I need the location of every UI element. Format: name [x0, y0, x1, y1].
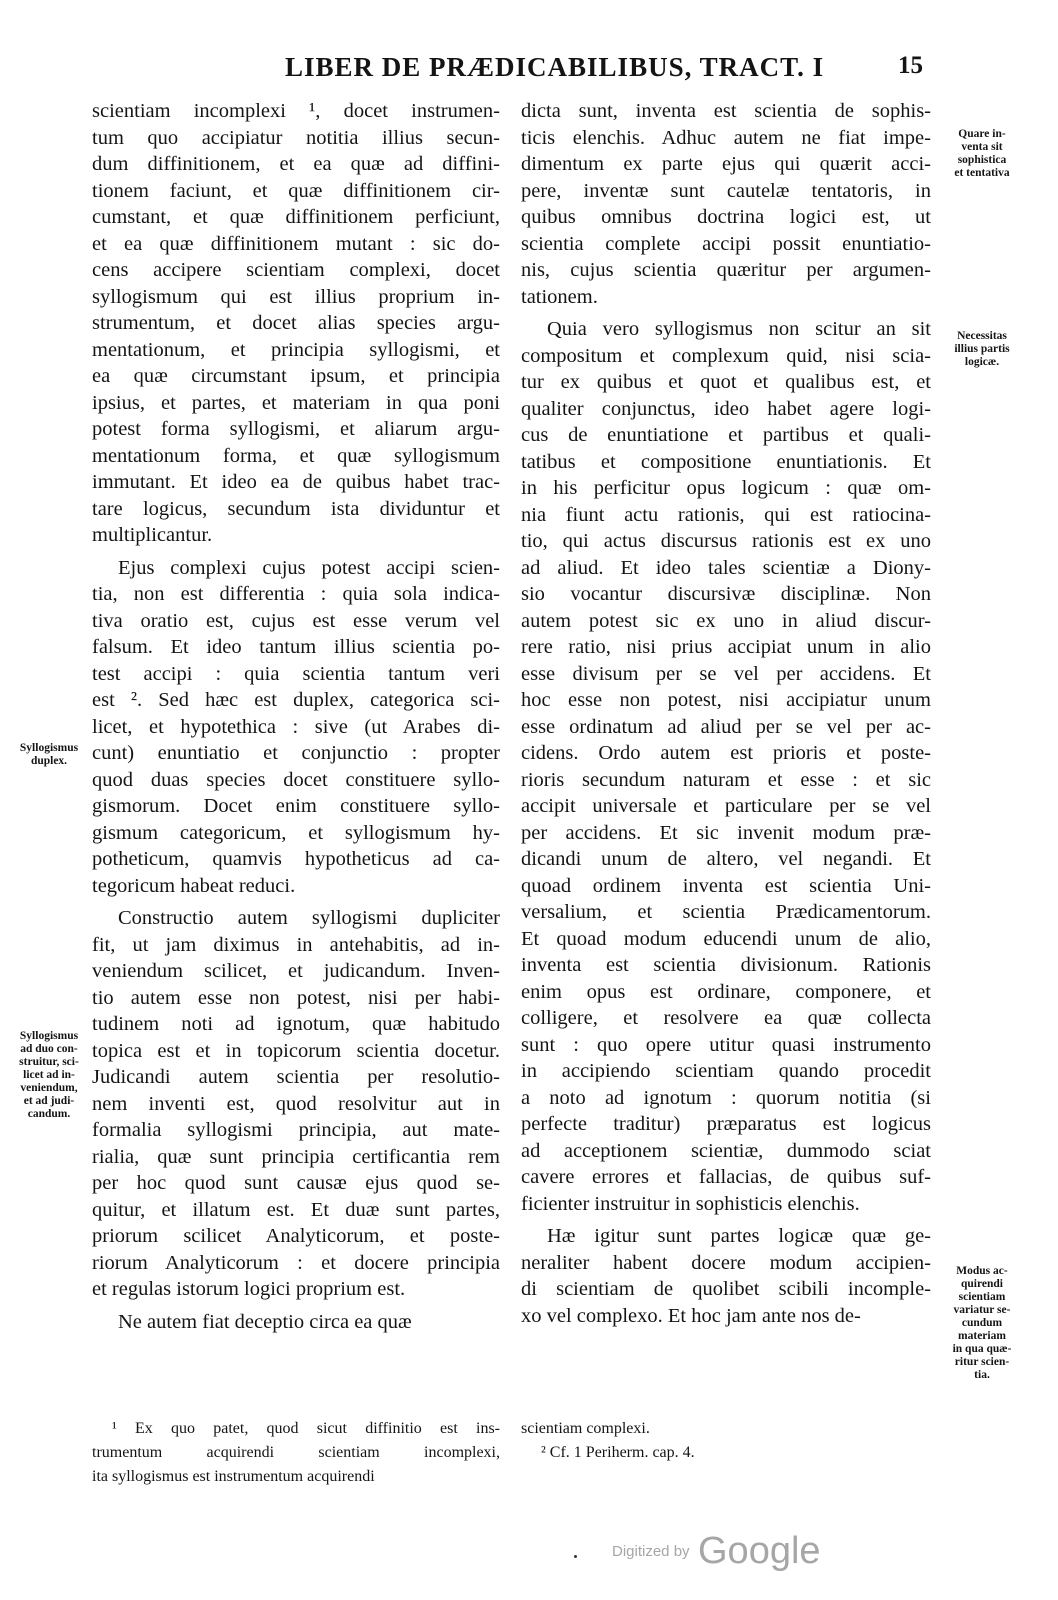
text-line: ticis elenchis. Adhuc autem ne fiat impe- [521, 126, 931, 149]
paragraph [521, 98, 931, 310]
text-line: Et quoad modum educendi unum de alio, [521, 927, 931, 950]
text-line: cunt) enuntiatio et conjunctio : propter [92, 742, 500, 764]
text-line: tur ex quibus et quot et qualibus est, et [521, 371, 931, 393]
text-line: tia, non est differentia : quia sola indica- [92, 583, 500, 605]
text-line: dicta sunt, inventa est scientia de sophis- [521, 100, 931, 122]
text-line: ea quæ circumstant ipsum, et principia [92, 365, 500, 387]
text-line: potheticum, quamvis hypotheticus ad ca- [92, 848, 500, 870]
watermark-brand: Google [698, 1530, 821, 1572]
text-line: tudinem noti ad ignotum, quæ habitudo [92, 1013, 500, 1035]
text-line: et ea quæ diffinitionem mutant : sic do- [92, 232, 500, 255]
text-line: Constructio autem syllogismi dupliciter [118, 907, 500, 929]
text-line: sunt : quo opere utitur quasi instrumento [521, 1033, 931, 1056]
text-line: autem potest sic ex uno in aliud discur- [521, 609, 931, 632]
text-line: neraliter habent docere modum accipien- [521, 1251, 931, 1274]
text-line: formalia syllogismi principia, aut mate- [92, 1119, 500, 1141]
footnote-line: scientiam complexi. [521, 1420, 650, 1437]
text-line: ad aliud. Et ideo tales scientiæ a Diony- [521, 556, 931, 579]
footnotes-left [92, 1417, 500, 1489]
text-line: est ². Sed hæc est duplex, categorica sci- [92, 689, 500, 711]
text-line: quitur, et illatum est. Et duæ sunt partes, [92, 1198, 500, 1221]
text-line: nem inventi est, quod resolvitur aut in [92, 1092, 500, 1115]
text-line: pere, inventæ sunt cautelæ tentatoris, in [521, 179, 931, 202]
text-line: dicandi unum de altero, vel negandi. Et [521, 848, 931, 870]
text-line: cens accipere scientiam complexi, docet [92, 259, 500, 281]
page-header [0, 52, 1058, 88]
text-line: perfecte traditur) præparatus est logicus [521, 1113, 931, 1135]
text-line: topica est et in topicorum scientia docetur. [92, 1039, 500, 1062]
paragraph [92, 1309, 500, 1336]
text-line: in his perficitur opus logicum : quæ om- [521, 477, 931, 499]
text-line: tare logicus, secundum ista dividuntur et [92, 497, 500, 520]
text-line: ipsius, et partes, et materiam in qua poni [92, 391, 500, 414]
google-watermark [612, 1530, 821, 1573]
text-line: cus de enuntiatione et partibus et quali- [521, 424, 931, 446]
paragraph [92, 905, 500, 1303]
text-line: enim opus est ordinare, componere, et [521, 980, 931, 1003]
text-line: esse ordinatum ad aliud per se vel per ac- [521, 715, 931, 738]
text-line: versalium, et scientia Prædicamentorum. [521, 901, 931, 923]
running-title: LIBER DE PRÆDICABILIBUS, TRACT. I [285, 52, 825, 82]
page-number: 15 [898, 52, 923, 79]
margin-note-syllogismus-ad-duo: Syllogismus ad duo con- struitur, sci- licet ad in- veniendum, et ad judi- candum. [19, 1030, 79, 1120]
text-line: tegoricum habeat reduci. [92, 874, 296, 897]
text-line: dum diffinitionem, et ea quæ ad diffini- [92, 153, 500, 175]
text-line: tio, qui actus discursus rationis est ex uno [521, 530, 931, 552]
text-line: gismorum. Docet enim constituere syllo- [92, 795, 500, 817]
paragraph [92, 98, 500, 549]
paragraph [92, 555, 500, 900]
margin-note-modus-acquirendi: Modus ac- quirendi scientiam variatur se- cundum materiam in qua quæ- ritur scien- tia. [952, 1265, 1012, 1381]
text-line: strumentum, et docet alias species argu- [92, 312, 500, 334]
text-line: multiplicantur. [92, 524, 213, 546]
text-line: Quia vero syllogismus non scitur an sit [547, 318, 931, 340]
paragraph [521, 316, 931, 1217]
text-line: syllogismum qui est illius proprium in- [92, 285, 500, 308]
margin-note-quare-inventa: Quare in- venta sit sophistica et tentativa [954, 128, 1010, 179]
text-line: licet, et hypotethica : sive (ut Arabes di- [92, 715, 500, 738]
text-line: esse divisum per se vel per accidens. Et [521, 662, 931, 685]
footnote-line: ita syllogismus est instrumentum acquirendi [92, 1468, 375, 1485]
text-line: gismum categoricum, et syllogismum hy- [92, 821, 500, 844]
text-line: cavere errores et fallacias, de quibus suf- [521, 1166, 931, 1188]
text-line: quod duas species docet constituere syllo- [92, 768, 500, 791]
text-line: a noto ad ignotum : quorum notitia (si [521, 1086, 931, 1109]
text-line: cumstant, et quæ diffinitionem perficiunt, [92, 206, 500, 228]
text-line: qualiter conjunctus, ideo habet agere logi- [521, 397, 931, 420]
text-line: priorum scilicet Analyticorum, et poste- [92, 1225, 500, 1247]
footnote-line: trumentum acquirendi scientiam incomplexi, [92, 1444, 500, 1461]
text-line: per hoc quod sunt causæ ejus quod se- [92, 1172, 500, 1194]
text-line: Ne autem fiat deceptio circa ea quæ [118, 1310, 412, 1333]
text-line: et regulas istorum logici proprium est. [92, 1278, 406, 1300]
text-line: veniendum scilicet, et judicandum. Inven- [92, 960, 500, 982]
text-line: rere ratio, nisi prius accipiat unum in alio [521, 636, 931, 658]
text-line: mentationum, et principia syllogismi, et [92, 338, 500, 361]
footnotes-right [521, 1417, 931, 1465]
watermark-prefix: Digitized by [612, 1543, 690, 1560]
text-line: scientia complete accipi possit enuntiatio- [521, 232, 931, 255]
text-line: tationem. [521, 285, 598, 308]
text-line: test accipi : quia scientia tantum veri [92, 662, 500, 685]
text-line: quibus omnibus doctrina logici est, ut [521, 206, 931, 228]
text-line: compositum et complexum quid, nisi scia- [521, 344, 931, 367]
paragraph [521, 1223, 931, 1329]
footnote-line: ¹ Ex quo patet, quod sicut diffinitio est ins- [112, 1420, 500, 1437]
text-line: quoad ordinem inventa est scientia Uni- [521, 874, 931, 897]
text-line: immutant. Et ideo ea de quibus habet trac- [92, 471, 500, 493]
right-column [521, 98, 931, 1329]
text-line: fit, ut jam diximus in antehabitis, ad in- [92, 933, 500, 956]
text-line: inventa est scientia divisionum. Rationis [521, 954, 931, 976]
text-line: colligere, et resolvere ea quæ collecta [521, 1007, 931, 1029]
text-line: ficienter instruitur in sophisticis elenchis. [521, 1192, 860, 1215]
text-line: accipit universale et particulare per se vel [521, 795, 931, 817]
text-line: hoc esse non potest, nisi accipiatur unum [521, 689, 931, 711]
text-line: falsum. Et ideo tantum illius scientia po- [92, 636, 500, 658]
text-line: di scientiam de quolibet scibili incomple- [521, 1278, 931, 1300]
text-line: Ejus complexi cujus potest accipi scien- [118, 556, 500, 579]
text-line: in accipiendo scientiam quando procedit [521, 1060, 931, 1082]
text-line: scientiam incomplexi ¹, docet instrumen- [92, 100, 500, 122]
text-line: tiva oratio est, cujus est esse verum vel [92, 609, 500, 632]
text-line: tionem faciunt, et quæ diffinitionem cir- [92, 179, 500, 202]
text-line: riorum Analyticorum : et docere principia [92, 1251, 500, 1274]
text-line: tio autem esse non potest, nisi per habi- [92, 986, 500, 1009]
text-line: tatibus et compositione enuntiationis. Et [521, 450, 931, 473]
footnote-line: ² Cf. 1 Periherm. cap. 4. [541, 1444, 695, 1461]
margin-note-syllogismus-duplex: Syllogismus duplex. [19, 742, 79, 767]
text-line: potest forma syllogismi, et aliarum argu- [92, 418, 500, 440]
margin-note-necessitas: Necessitas illius partis logicæ. [954, 330, 1010, 368]
scan-speck [574, 1555, 577, 1558]
text-line: cidens. Ordo autem est prioris et poste- [521, 742, 931, 764]
text-line: rialia, quæ sunt principia certificantia rem [92, 1145, 500, 1168]
text-line: rioris secundum naturam et esse : et sic [521, 768, 931, 791]
text-line: xo vel complexo. Et hoc jam ante nos de- [521, 1304, 861, 1327]
text-line: mentationum forma, et quæ syllogismum [92, 444, 500, 467]
text-line: dimentum ex parte ejus qui quærit acci- [521, 153, 931, 175]
text-line: sio vocantur discursivæ disciplinæ. Non [521, 583, 931, 605]
text-line: nia fiunt actu rationis, qui est ratiocina- [521, 503, 931, 526]
text-line: nis, cujus scientia quæritur per argumen- [521, 259, 931, 281]
text-line: Hæ igitur sunt partes logicæ quæ ge- [547, 1225, 931, 1247]
text-line: ad acceptionem scientiæ, dummodo sciat [521, 1139, 931, 1162]
left-column [92, 98, 500, 1335]
text-line: per accidens. Et sic invenit modum præ- [521, 821, 931, 844]
text-line: tum quo accipiatur notitia illius secun- [92, 126, 500, 149]
text-line: Judicandi autem scientia per resolutio- [92, 1066, 500, 1088]
